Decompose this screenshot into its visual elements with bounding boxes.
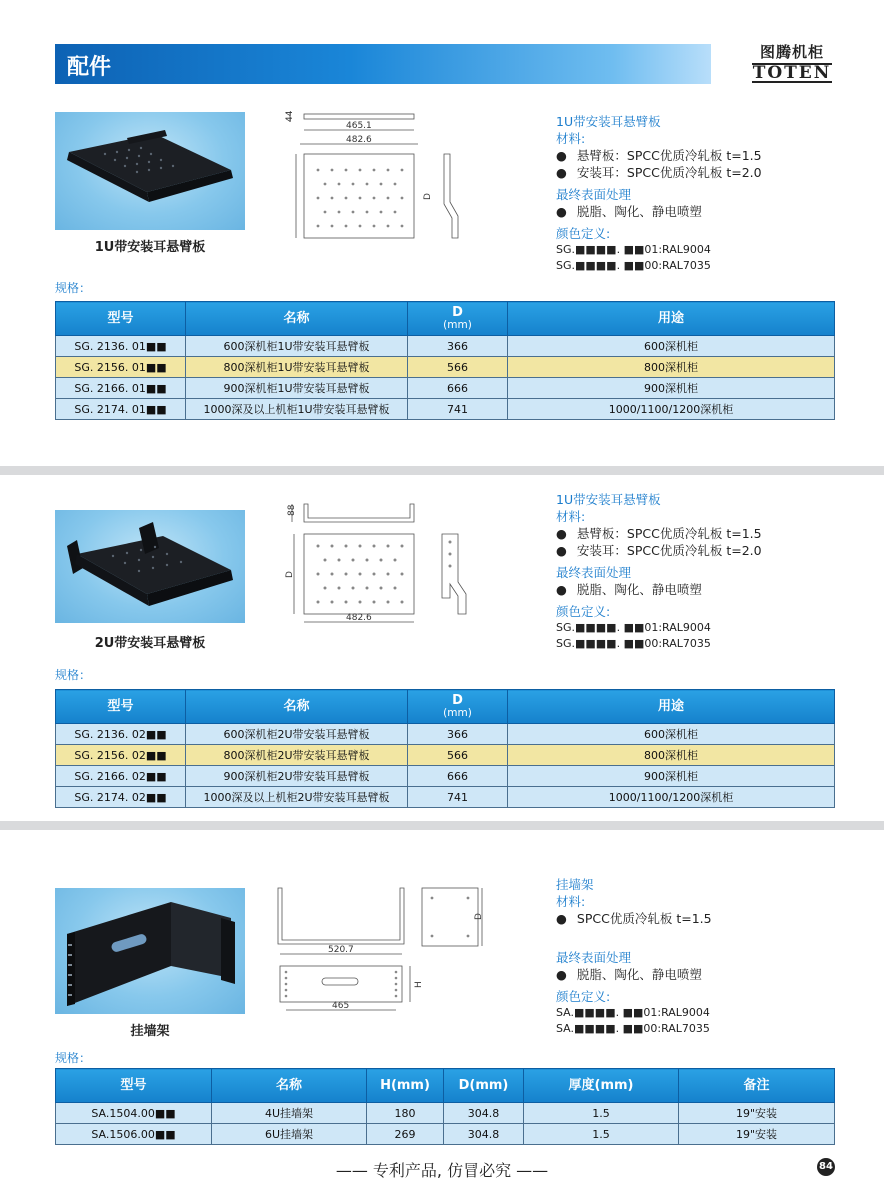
finish-label: 最终表面处理 (556, 187, 632, 202)
spec-table-2u (55, 689, 835, 808)
material-item: ● 安装耳：SPCC优质冷轧板 t=2.0 (556, 164, 856, 181)
color-label: 颜色定义: (556, 604, 611, 619)
table-cell: SG. 2166. 01■■ (56, 378, 186, 399)
table-cell: 600深机柜 (508, 724, 835, 745)
finish-item: ● 脱脂、陶化、静电喷塑 (556, 203, 856, 220)
table-cell: 741 (408, 787, 508, 808)
product-info-1u (556, 113, 856, 274)
table-cell: 1000/1100/1200深机柜 (508, 399, 835, 420)
dim-d: D (423, 193, 433, 200)
spec-label: 规格： (55, 1051, 92, 1065)
table-cell: SG. 2136. 02■■ (56, 724, 186, 745)
section-divider (0, 466, 884, 475)
product-photo-wall-bracket (55, 888, 245, 1014)
spec-table-1u (55, 301, 835, 420)
dim-h: 88 (287, 504, 297, 516)
material-item: ● 安装耳：SPCC优质冷轧板 t=2.0 (556, 542, 856, 559)
color-code: SG.■■■■. ■■00:RAL7035 (556, 259, 711, 272)
table-cell: 900深机柜 (508, 766, 835, 787)
table-cell: SG. 2136. 01■■ (56, 336, 186, 357)
col-header: 用途 (508, 302, 835, 336)
product-info-2u (556, 491, 856, 652)
col-header: 型号 (56, 302, 186, 336)
table-cell: 366 (408, 724, 508, 745)
dim-h: H (414, 981, 424, 988)
dim-w2: 465 (332, 1001, 350, 1011)
page-number: 84 (817, 1158, 835, 1176)
table-cell: 800深机柜2U带安装耳悬臂板 (186, 745, 408, 766)
material-item: ● 悬臂板：SPCC优质冷轧板 t=1.5 (556, 525, 856, 542)
technical-drawing-1u (282, 108, 472, 243)
table-cell: SA.1504.00■■ (56, 1103, 212, 1124)
color-code: SA.■■■■. ■■01:RAL9004 (556, 1006, 710, 1019)
finish-label: 最终表面处理 (556, 565, 632, 580)
table-cell: SG. 2174. 02■■ (56, 787, 186, 808)
spec-label: 规格： (55, 281, 92, 295)
table-row (56, 1103, 835, 1124)
table-cell: 180 (367, 1103, 444, 1124)
technical-drawing-wall-bracket (270, 882, 495, 1017)
dim-d: D (285, 571, 295, 578)
info-title: 1U带安装耳悬臂板 (556, 114, 661, 129)
table-cell: 800深机柜 (508, 745, 835, 766)
brand-logo (752, 41, 832, 83)
col-header: 厚度(mm) (524, 1069, 679, 1103)
col-header: D (mm) (408, 690, 508, 724)
dim-h: 44 (285, 110, 295, 122)
table-row (56, 378, 835, 399)
table-cell: 600深机柜1U带安装耳悬臂板 (186, 336, 408, 357)
col-header: D (mm) (408, 302, 508, 336)
footer-slogan: —— 专利产品, 仿冒必究 —— (335, 1161, 549, 1180)
finish-item: ● 脱脂、陶化、静电喷塑 (556, 966, 856, 983)
color-code: SG.■■■■. ■■01:RAL9004 (556, 243, 711, 256)
table-cell: 1.5 (524, 1124, 679, 1145)
finish-item: ● 脱脂、陶化、静电喷塑 (556, 581, 856, 598)
table-cell: SG. 2174. 01■■ (56, 399, 186, 420)
table-cell: 1000/1100/1200深机柜 (508, 787, 835, 808)
table-cell: SA.1506.00■■ (56, 1124, 212, 1145)
section-header-bar (55, 44, 711, 84)
table-row (56, 766, 835, 787)
page-title: 配件 (67, 55, 112, 80)
product-photo-1u-shelf (55, 112, 245, 230)
table-cell: 304.8 (444, 1124, 524, 1145)
technical-drawing-2u (282, 498, 472, 633)
table-cell: 1000深及以上机柜1U带安装耳悬臂板 (186, 399, 408, 420)
table-row (56, 357, 835, 378)
col-header: 名称 (186, 302, 408, 336)
table-cell: SG. 2156. 01■■ (56, 357, 186, 378)
table-cell: 800深机柜1U带安装耳悬臂板 (186, 357, 408, 378)
material-label: 材料: (556, 509, 586, 524)
table-row (56, 745, 835, 766)
col-header: D(mm) (444, 1069, 524, 1103)
col-header: 名称 (212, 1069, 367, 1103)
spec-label: 规格： (55, 668, 92, 682)
table-cell: SG. 2166. 02■■ (56, 766, 186, 787)
dim-w1: 520.7 (328, 945, 354, 955)
table-row (56, 724, 835, 745)
table-cell: 900深机柜1U带安装耳悬臂板 (186, 378, 408, 399)
table-cell: 269 (367, 1124, 444, 1145)
product-caption: 2U带安装耳悬臂板 (94, 636, 206, 651)
table-cell: 19"安装 (679, 1124, 835, 1145)
material-item: ● SPCC优质冷轧板 t=1.5 (556, 910, 856, 927)
col-header: H(mm) (367, 1069, 444, 1103)
product-photo-2u-shelf (55, 510, 245, 623)
table-cell: 600深机柜 (508, 336, 835, 357)
table-cell: SG. 2156. 02■■ (56, 745, 186, 766)
table-cell: 900深机柜2U带安装耳悬臂板 (186, 766, 408, 787)
table-cell: 304.8 (444, 1103, 524, 1124)
col-header: 用途 (508, 690, 835, 724)
info-title: 挂墙架 (556, 877, 594, 892)
table-row (56, 336, 835, 357)
color-code: SG.■■■■. ■■00:RAL7035 (556, 637, 711, 650)
table-cell: 666 (408, 378, 508, 399)
product-caption: 1U带安装耳悬臂板 (94, 240, 206, 255)
table-cell: 1000深及以上机柜2U带安装耳悬臂板 (186, 787, 408, 808)
table-row (56, 787, 835, 808)
product-caption: 挂墙架 (130, 1024, 170, 1039)
finish-label: 最终表面处理 (556, 950, 632, 965)
dim-d: D (474, 913, 484, 920)
table-cell: 566 (408, 357, 508, 378)
col-header: 名称 (186, 690, 408, 724)
material-item: ● 悬臂板：SPCC优质冷轧板 t=1.5 (556, 147, 856, 164)
dim-w2: 482.6 (346, 135, 372, 145)
table-cell: 666 (408, 766, 508, 787)
table-row (56, 399, 835, 420)
table-cell: 900深机柜 (508, 378, 835, 399)
color-code: SA.■■■■. ■■00:RAL7035 (556, 1022, 710, 1035)
table-cell: 741 (408, 399, 508, 420)
table-cell: 1.5 (524, 1103, 679, 1124)
logo-en: TOTEN (752, 63, 832, 83)
table-cell: 19"安装 (679, 1103, 835, 1124)
dim-w1: 465.1 (346, 121, 372, 131)
section-divider (0, 821, 884, 830)
table-cell: 566 (408, 745, 508, 766)
table-cell: 800深机柜 (508, 357, 835, 378)
material-label: 材料: (556, 894, 586, 909)
table-cell: 366 (408, 336, 508, 357)
col-header: 型号 (56, 690, 186, 724)
info-title: 1U带安装耳悬臂板 (556, 492, 661, 507)
color-label: 颜色定义: (556, 226, 611, 241)
table-cell: 4U挂墙架 (212, 1103, 367, 1124)
spec-table-wall-bracket (55, 1068, 835, 1145)
product-info-wall-bracket (556, 876, 856, 1037)
col-header: 备注 (679, 1069, 835, 1103)
color-code: SG.■■■■. ■■01:RAL9004 (556, 621, 711, 634)
table-cell: 600深机柜2U带安装耳悬臂板 (186, 724, 408, 745)
col-header: 型号 (56, 1069, 212, 1103)
dim-w: 482.6 (346, 613, 372, 623)
logo-cn: 图腾机柜 (759, 43, 824, 61)
color-label: 颜色定义: (556, 989, 611, 1004)
table-cell: 6U挂墙架 (212, 1124, 367, 1145)
table-row (56, 1124, 835, 1145)
material-label: 材料: (556, 131, 586, 146)
